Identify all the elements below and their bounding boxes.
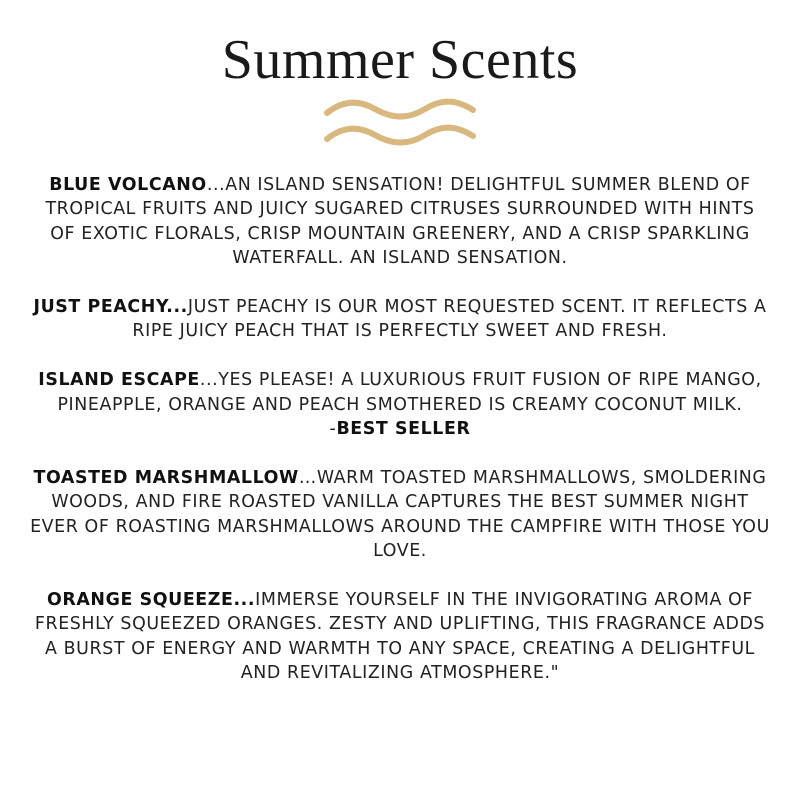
scent-entry-toasted-marshmallow <box>30 466 770 564</box>
scent-name: TOASTED MARSHMALLOW <box>33 467 299 488</box>
scent-entry-island-escape <box>30 368 770 441</box>
scent-description: …WARM TOASTED MARSHMALLOWS, SMOLDERING WOODS, AND FIRE ROASTED VANILLA CAPTURES THE BEST SUMMER NIGHT EVER OF ROASTING MARSHMALLOWS AROUND THE CAMPFIRE WITH THOSE YOU LOVE. <box>30 467 770 562</box>
scent-list <box>30 173 770 710</box>
best-seller-prefix: - <box>329 419 337 440</box>
wave-lines-icon <box>321 96 479 154</box>
scent-name: JUST PEACHY... <box>33 297 188 318</box>
scent-description: ...YES PLEASE! A LUXURIOUS FRUIT FUSION OF RIPE MANGO, PINEAPPLE, ORANGE AND PEACH SMOTHERED IS CREAMY COCONUT MILK. <box>57 370 762 415</box>
scent-entry-blue-volcano <box>30 173 770 271</box>
wave-line-bottom <box>327 128 473 143</box>
best-seller-line <box>30 417 770 441</box>
scent-description: ...AN ISLAND SENSATION! DELIGHTFUL SUMMER BLEND OF TROPICAL FRUITS AND JUICY SUGARED CITRUSES SURROUNDED WITH HINTS OF EXOTIC FLORALS, CRISP MOUNTAIN GREENERY, AND A CRISP SPARKLING WATERFALL. AN ISLAND SENSATION. <box>45 175 755 269</box>
best-seller-badge: BEST SELLER <box>336 419 471 440</box>
scent-name: ISLAND ESCAPE <box>38 370 200 391</box>
page-title: Summer Scents <box>221 29 579 91</box>
scent-entry-just-peachy <box>30 295 770 344</box>
scent-description: IMMERSE YOURSELF IN THE INVIGORATING AROMA OF FRESHLY SQUEEZED ORANGES. ZESTY AND UPLIFTING, THIS FRAGRANCE ADDS A BURST OF ENERGY AND WARMTH TO ANY SPACE, CREATING A DELIGHTFUL AND REVITALIZING ATMOSPHERE." <box>34 589 766 684</box>
scent-entry-orange-squeeze <box>30 588 770 686</box>
wave-line-top <box>327 102 473 117</box>
scent-name: ORANGE SQUEEZE... <box>47 589 256 610</box>
scent-description: JUST PEACHY IS OUR MOST REQUESTED SCENT. IT REFLECTS A RIPE JUICY PEACH THAT IS PERFECTLY SWEET AND FRESH. <box>132 297 767 342</box>
scent-name: BLUE VOLCANO <box>49 175 207 195</box>
